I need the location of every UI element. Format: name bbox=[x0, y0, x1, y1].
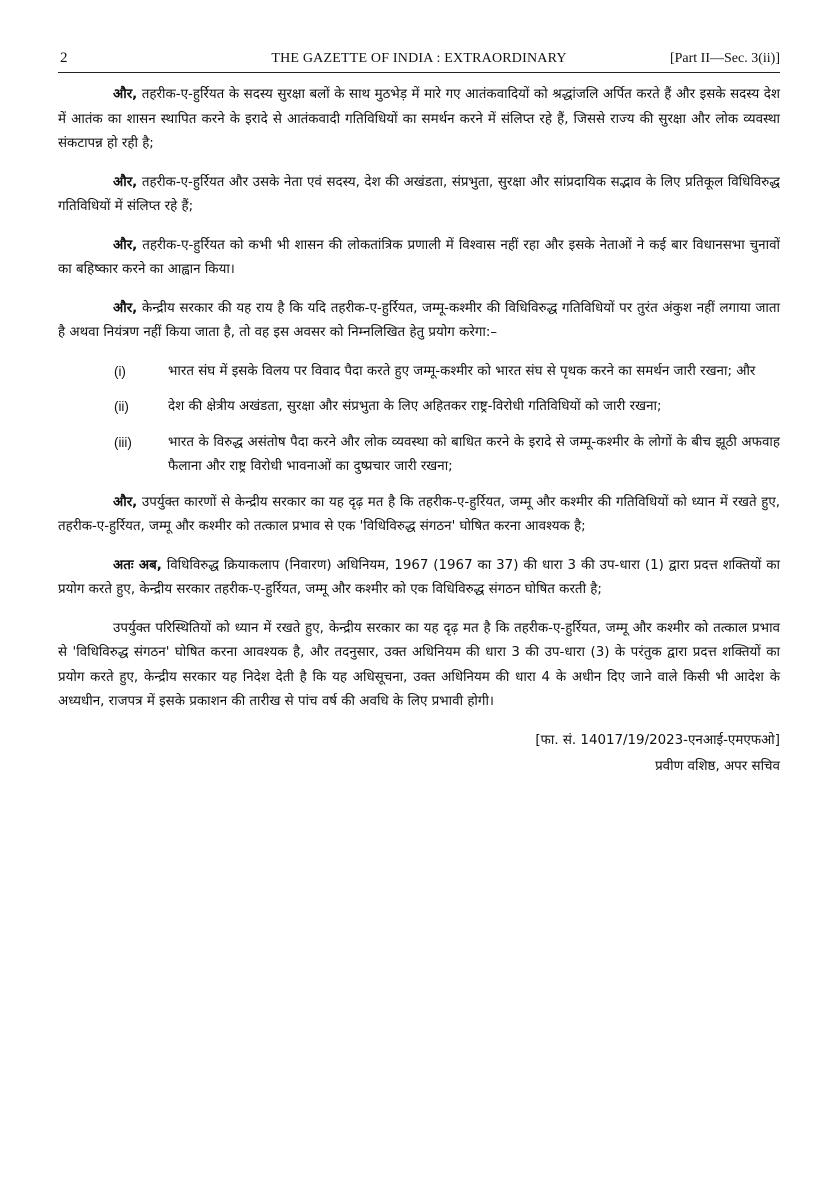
paragraph bbox=[58, 297, 780, 346]
signatory: प्रवीण वशिष्ठ, अपर सचिव bbox=[655, 759, 780, 774]
list-item-text: भारत के विरुद्ध असंतोष पैदा करने और लोक व्यवस्था को बाधित करने के इरादे से जम्मू-कश्मीर के लोगों के बीच झूठी अफवाह फैलाना और राष्ट्र विरोधी भावनाओं का दुष्प्रचार जारी रखना; bbox=[168, 434, 780, 474]
paragraph bbox=[58, 234, 780, 283]
list-item-number: (i) bbox=[114, 363, 126, 379]
list-item-text: भारत संघ में इसके विलय पर विवाद पैदा करते हुए जम्मू-कश्मीर को भारत संघ से पृथक करने का समर्थन जारी रखना; और bbox=[168, 363, 756, 379]
notification-body bbox=[58, 83, 780, 780]
paragraph bbox=[58, 83, 780, 157]
paragraph-text: तहरीक-ए-हुर्रियत और उसके नेता एवं सदस्य, देश की अखंडता, संप्रभुता, सुरक्षा और सांप्रदायिक सद्भाव के लिए प्रतिकूल विधिविरुद्ध गतिविधियों में संलिप्त रहे हैं; bbox=[58, 174, 780, 214]
paragraph-lead: और, bbox=[113, 494, 138, 510]
paragraph bbox=[58, 617, 780, 715]
list-item bbox=[58, 360, 780, 385]
paragraph-lead: और, bbox=[113, 174, 138, 190]
paragraph bbox=[58, 554, 780, 603]
paragraph-lead: अतः अब, bbox=[113, 557, 162, 573]
page-header bbox=[58, 48, 780, 73]
paragraph-text: तहरीक-ए-हुर्रियत के सदस्य सुरक्षा बलों के साथ मुठभेड़ में मारे गए आतंकवादियों को श्रद्धांजलि अर्पित करते हैं और इसके सदस्य देश में आतंक का शासन स्थापित करने के इरादे से आतंकवादी गतिविधियों का समर्थन करने में संलिप्त रहे हैं, जिससे राज्य की सुरक्षा और लोक व्यवस्था संकटापन्न हो रही है; bbox=[58, 87, 780, 151]
list-item bbox=[58, 395, 780, 420]
paragraph bbox=[58, 171, 780, 220]
file-reference: [फा. सं. 14017/19/2023-एनआई-एमएफओ] bbox=[535, 732, 780, 748]
paragraph-text: विधिविरुद्ध क्रियाकलाप (निवारण) अधिनियम, 1967 (1967 का 37) की धारा 3 की उप-धारा (1) द्वारा प्रदत्त शक्तियों का प्रयोग करते हुए, केन्द्रीय सरकार तहरीक-ए-हुर्रियत, जम्मू और कश्मीर को एक विधिविरुद्ध संगठन घोषित करती है; bbox=[58, 557, 780, 597]
gazette-page bbox=[58, 48, 780, 780]
part-section: [Part II—Sec. 3(ii)] bbox=[669, 51, 780, 66]
paragraph-text: उपर्युक्त परिस्थितियों को ध्यान में रखते हुए, केन्द्रीय सरकार का यह दृढ़ मत है कि तहरीक-ए-हुर्रियत, जम्मू और कश्मीर को तत्काल प्रभाव से 'विधिविरुद्ध संगठन' घोषित करना आवश्यक है, और तदनुसार, उक्त अधिनियम की धारा 3 की उप-धारा (3) के परंतुक द्वारा प्रदत्त शक्तियों का प्रयोग करते हुए, केन्द्रीय सरकार यह निदेश देती है कि यह अधिसूचना, उक्त अधिनियम की धारा 4 के अधीन दिए जाने वाले किसी भी आदेश के अध्यधीन, राजपत्र में इसके प्रकाशन की तारीख से पांच वर्ष की अवधि के लिए प्रभावी होगी। bbox=[58, 620, 780, 709]
paragraph-lead: और, bbox=[113, 300, 138, 316]
paragraph-text: उपर्युक्त कारणों से केन्द्रीय सरकार का यह दृढ़ मत है कि तहरीक-ए-हुर्रियत, जम्मू और कश्मीर की गतिविधियों को ध्यान में रखते हुए, तहरीक-ए-हुर्रियत, जम्मू और कश्मीर को तत्काल प्रभाव से एक 'विधिविरुद्ध संगठन' घोषित करना आवश्यक है; bbox=[58, 494, 780, 534]
page-number: 2 bbox=[60, 50, 68, 66]
list-item-number: (ii) bbox=[114, 399, 129, 414]
list-item bbox=[58, 431, 780, 480]
list-item-text: देश की क्षेत्रीय अखंडता, सुरक्षा और संप्रभुता के लिए अहितकर राष्ट्र-विरोधी गतिविधियों को जारी रखना; bbox=[168, 399, 662, 414]
clause-list bbox=[58, 360, 780, 480]
paragraph-lead: और, bbox=[113, 87, 138, 102]
paragraph bbox=[58, 491, 780, 540]
paragraph-text: केन्द्रीय सरकार की यह राय है कि यदि तहरीक-ए-हुर्रियत, जम्मू-कश्मीर की विधिविरुद्ध गतिविधियों पर तुरंत अंकुश नहीं लगाया जाता है अथवा नियंत्रण नहीं किया जाता है, तो वह इस अवसर को निम्नलिखित हेतु प्रयोग करेगा:– bbox=[58, 300, 780, 340]
paragraph-text: तहरीक-ए-हुर्रियत को कभी भी शासन की लोकतांत्रिक प्रणाली में विश्वास नहीं रहा और इसके नेताओं ने कई बार विधानसभा चुनावों का बहिष्कार करने का आह्वान किया। bbox=[58, 237, 780, 277]
gazette-title: THE GAZETTE OF INDIA : EXTRAORDINARY bbox=[271, 51, 567, 66]
list-item-number: (iii) bbox=[114, 434, 132, 450]
paragraph-lead: और, bbox=[113, 237, 138, 253]
